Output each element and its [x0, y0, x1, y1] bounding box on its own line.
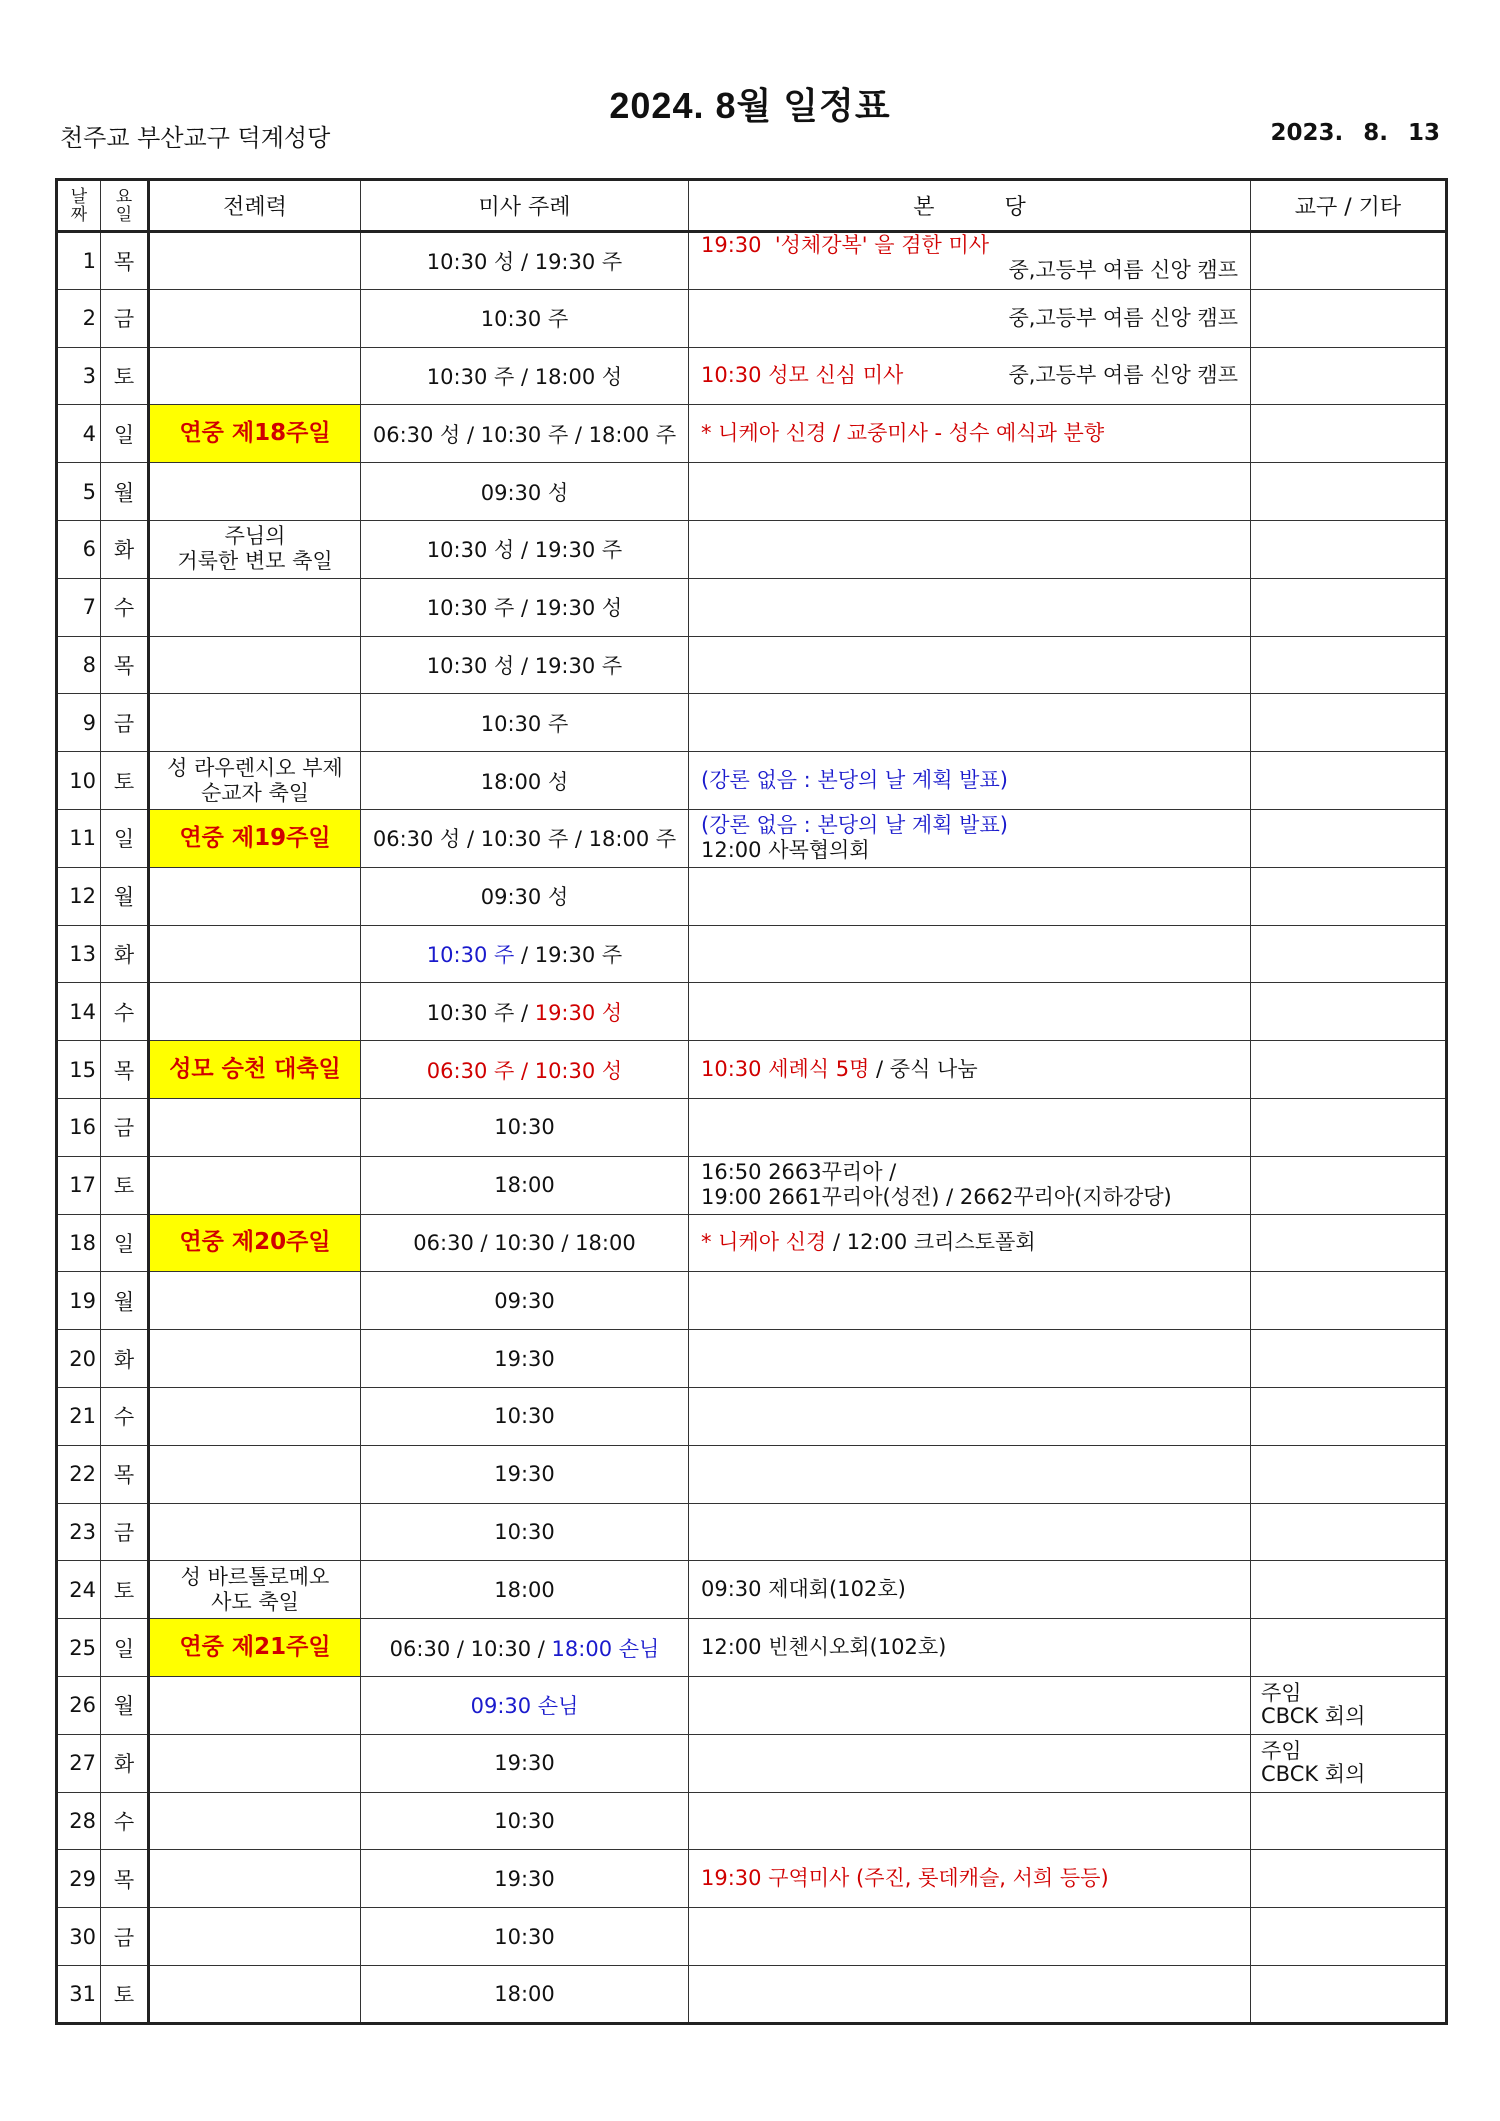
mass-cell — [361, 1214, 689, 1272]
parish-event-cell — [689, 1156, 1251, 1214]
table-row — [57, 1734, 1447, 1792]
mass-text: 10:30 — [494, 1924, 555, 1949]
mass-cell — [361, 1156, 689, 1214]
mass-text: 10:30 주 — [480, 307, 569, 332]
mass-text: 10:30 — [494, 1519, 555, 1544]
event-text: 중,고등부 여름 신앙 캠프 — [1008, 363, 1238, 388]
event-text: 19:30 구역미사 (주진, 롯데캐슬, 서희 등등) — [701, 1866, 1109, 1891]
mass-text: 06:30 / 10:30 / — [389, 1636, 552, 1661]
parish-event-cell — [689, 289, 1251, 347]
day-cell: 28 — [57, 1792, 101, 1850]
col-header-etc: 교구 / 기타 — [1251, 180, 1447, 232]
weekday-cell: 금 — [101, 694, 149, 752]
day-cell: 19 — [57, 1272, 101, 1330]
diocese-cell — [1251, 1156, 1447, 1214]
diocese-cell — [1251, 1908, 1447, 1966]
table-row — [57, 1330, 1447, 1388]
mass-text: 19:30 — [494, 1346, 555, 1371]
diocese-text: 주임 — [1261, 1739, 1302, 1764]
event-text: * 니케아 신경 — [701, 1230, 827, 1255]
weekday-cell: 금 — [101, 1098, 149, 1156]
table-row — [57, 1214, 1447, 1272]
table-row — [57, 1272, 1447, 1330]
liturgy-cell — [149, 636, 361, 694]
liturgy-cell: 연중 제21주일 — [149, 1619, 361, 1677]
liturgy-cell — [149, 1676, 361, 1734]
parish-event-cell — [689, 1561, 1251, 1619]
mass-text: 10:30 — [494, 1808, 555, 1833]
day-cell: 16 — [57, 1098, 101, 1156]
diocese-cell — [1251, 752, 1447, 810]
parish-event-cell — [689, 405, 1251, 463]
liturgy-cell — [149, 232, 361, 290]
mass-text: 19:30 — [494, 1751, 555, 1776]
mass-cell — [361, 1965, 689, 2023]
liturgy-cell — [149, 1850, 361, 1908]
mass-cell — [361, 1098, 689, 1156]
table-row — [57, 1619, 1447, 1677]
event-text: 09:30 제대회(102호) — [701, 1577, 906, 1602]
header-row — [57, 180, 1447, 232]
mass-cell — [361, 289, 689, 347]
mass-text: 10:30 성 / 19:30 주 — [426, 653, 623, 678]
diocese-cell — [1251, 1619, 1447, 1677]
table-row — [57, 1387, 1447, 1445]
weekday-cell: 화 — [101, 1330, 149, 1388]
diocese-cell — [1251, 1214, 1447, 1272]
mass-text: 18:00 — [494, 1981, 555, 2006]
liturgy-cell — [149, 983, 361, 1041]
weekday-cell: 월 — [101, 1676, 149, 1734]
parish-event-cell — [689, 463, 1251, 521]
parish-event-cell — [689, 232, 1251, 290]
day-cell: 24 — [57, 1561, 101, 1619]
day-cell: 9 — [57, 694, 101, 752]
liturgy-cell — [149, 1908, 361, 1966]
liturgy-cell — [149, 867, 361, 925]
mass-text: 09:30 성 — [480, 885, 569, 910]
liturgy-cell — [149, 694, 361, 752]
mass-cell — [361, 694, 689, 752]
diocese-cell — [1251, 809, 1447, 867]
parish-event-cell — [689, 1850, 1251, 1908]
event-text: 19:00 2661꾸리아(성전) / 2662꾸리아(지하강당) — [701, 1185, 1172, 1210]
parish-event-cell — [689, 983, 1251, 1041]
parish-event-cell — [689, 1041, 1251, 1099]
weekday-cell: 토 — [101, 1965, 149, 2023]
weekday-cell: 토 — [101, 1156, 149, 1214]
weekday-cell: 토 — [101, 1561, 149, 1619]
parish-event-cell — [689, 752, 1251, 810]
mass-text: 10:30 성 / 19:30 주 — [426, 538, 623, 563]
diocese-cell — [1251, 925, 1447, 983]
event-text: 16:50 2663꾸리아 / — [701, 1160, 897, 1185]
table-row — [57, 925, 1447, 983]
day-cell: 6 — [57, 520, 101, 578]
event-text: 10:30 성모 신심 미사 — [701, 363, 904, 388]
day-cell: 13 — [57, 925, 101, 983]
liturgy-cell — [149, 1387, 361, 1445]
day-cell: 27 — [57, 1734, 101, 1792]
table-row — [57, 809, 1447, 867]
event-text: * 니케아 신경 / 교중미사 - 성수 예식과 분향 — [701, 421, 1105, 446]
liturgy-cell — [149, 463, 361, 521]
mass-text: 10:30 주 / 18:00 성 — [426, 364, 623, 389]
event-text: / 12:00 크리스토폴회 — [826, 1230, 1036, 1255]
diocese-text: CBCK 회의 — [1261, 1704, 1366, 1729]
parish-event-cell — [689, 520, 1251, 578]
table-row — [57, 1561, 1447, 1619]
table-row — [57, 1908, 1447, 1966]
mass-text: 18:00 손님 — [551, 1636, 660, 1661]
diocese-cell — [1251, 405, 1447, 463]
mass-text: 06:30 주 / 10:30 성 — [426, 1058, 623, 1083]
mass-cell — [361, 1041, 689, 1099]
weekday-cell: 목 — [101, 1850, 149, 1908]
parish-event-cell — [689, 694, 1251, 752]
day-cell: 2 — [57, 289, 101, 347]
weekday-cell: 수 — [101, 1387, 149, 1445]
weekday-cell: 화 — [101, 1734, 149, 1792]
diocese-text: 주임 — [1261, 1681, 1302, 1706]
parish-event-cell — [689, 1676, 1251, 1734]
mass-cell — [361, 1908, 689, 1966]
parish-event-cell — [689, 1330, 1251, 1388]
mass-text: / 19:30 주 — [514, 942, 623, 967]
mass-cell — [361, 1330, 689, 1388]
mass-cell — [361, 1676, 689, 1734]
mass-text: 10:30 — [494, 1115, 555, 1140]
weekday-cell: 수 — [101, 1792, 149, 1850]
event-text: (강론 없음 : 본당의 날 계획 발표) — [701, 768, 1008, 793]
diocese-cell — [1251, 1330, 1447, 1388]
event-text: 19:30 '성체강복' 을 겸한 미사 — [701, 232, 990, 257]
weekday-cell: 일 — [101, 1619, 149, 1677]
table-row — [57, 1156, 1447, 1214]
mass-cell — [361, 347, 689, 405]
mass-cell — [361, 983, 689, 1041]
parish-event-cell — [689, 1619, 1251, 1677]
day-cell: 20 — [57, 1330, 101, 1388]
weekday-cell: 월 — [101, 867, 149, 925]
mass-cell — [361, 636, 689, 694]
weekday-cell: 월 — [101, 463, 149, 521]
diocese-cell — [1251, 289, 1447, 347]
parish-event-cell — [689, 578, 1251, 636]
table-row — [57, 636, 1447, 694]
col-header-mass: 미사 주례 — [361, 180, 689, 232]
table-row — [57, 405, 1447, 463]
parish-event-cell — [689, 1272, 1251, 1330]
day-cell: 22 — [57, 1445, 101, 1503]
parish-event-cell — [689, 1908, 1251, 1966]
diocese-cell — [1251, 636, 1447, 694]
weekday-cell: 목 — [101, 232, 149, 290]
table-row — [57, 752, 1447, 810]
mass-text: 10:30 주 / — [426, 1000, 535, 1025]
mass-text: 10:30 주 — [426, 942, 515, 967]
table-row — [57, 232, 1447, 290]
event-text: 12:00 빈첸시오회(102호) — [701, 1635, 947, 1660]
mass-cell — [361, 1619, 689, 1677]
liturgy-cell — [149, 925, 361, 983]
mass-text: 10:30 성 / 19:30 주 — [426, 249, 623, 274]
mass-text: 06:30 / 10:30 / 18:00 — [413, 1230, 636, 1255]
table-row — [57, 867, 1447, 925]
day-cell: 18 — [57, 1214, 101, 1272]
mass-cell — [361, 232, 689, 290]
mass-text: 19:30 성 — [534, 1000, 623, 1025]
day-cell: 3 — [57, 347, 101, 405]
parish-event-cell — [689, 867, 1251, 925]
event-text: 12:00 사목협의회 — [701, 838, 870, 863]
liturgy-cell — [149, 1330, 361, 1388]
parish-event-cell — [689, 1387, 1251, 1445]
col-header-liturgy: 전례력 — [149, 180, 361, 232]
diocese-cell — [1251, 1734, 1447, 1792]
day-cell: 10 — [57, 752, 101, 810]
table-row — [57, 1676, 1447, 1734]
parish-event-cell — [689, 1965, 1251, 2023]
mass-text: 10:30 주 — [480, 711, 569, 736]
weekday-cell: 화 — [101, 925, 149, 983]
day-cell: 23 — [57, 1503, 101, 1561]
event-text: 중,고등부 여름 신앙 캠프 — [1008, 257, 1238, 282]
day-cell: 31 — [57, 1965, 101, 2023]
parish-event-cell — [689, 347, 1251, 405]
diocese-cell — [1251, 1041, 1447, 1099]
diocese-cell — [1251, 1272, 1447, 1330]
parish-event-cell — [689, 1098, 1251, 1156]
col-header-main: 본 당 — [689, 180, 1251, 232]
diocese-cell — [1251, 1561, 1447, 1619]
mass-cell — [361, 867, 689, 925]
day-cell: 17 — [57, 1156, 101, 1214]
day-cell: 7 — [57, 578, 101, 636]
parish-event-cell — [689, 925, 1251, 983]
weekday-cell: 월 — [101, 1272, 149, 1330]
table-row — [57, 1792, 1447, 1850]
mass-text: 09:30 — [494, 1288, 555, 1313]
day-cell: 4 — [57, 405, 101, 463]
day-cell: 29 — [57, 1850, 101, 1908]
mass-cell — [361, 752, 689, 810]
parish-event-cell — [689, 1214, 1251, 1272]
day-cell: 25 — [57, 1619, 101, 1677]
table-row — [57, 347, 1447, 405]
diocese-cell — [1251, 694, 1447, 752]
day-cell: 8 — [57, 636, 101, 694]
day-cell: 12 — [57, 867, 101, 925]
liturgy-cell — [149, 289, 361, 347]
diocese-cell — [1251, 1503, 1447, 1561]
day-cell: 15 — [57, 1041, 101, 1099]
mass-cell — [361, 1445, 689, 1503]
issue-date: 2023. 8. 13 — [1270, 120, 1440, 146]
mass-text: 19:30 — [494, 1462, 555, 1487]
weekday-cell: 금 — [101, 1908, 149, 1966]
page-title: 2024. 8월 일정표 — [609, 85, 891, 126]
mass-text: 09:30 손님 — [470, 1694, 579, 1719]
col-header-day: 날 짜 — [57, 180, 101, 232]
weekday-cell: 금 — [101, 1503, 149, 1561]
mass-cell — [361, 520, 689, 578]
mass-cell — [361, 1272, 689, 1330]
event-text: 중,고등부 여름 신앙 캠프 — [1008, 305, 1238, 330]
day-cell: 11 — [57, 809, 101, 867]
diocese-cell — [1251, 1676, 1447, 1734]
table-row — [57, 983, 1447, 1041]
liturgy-cell — [149, 1445, 361, 1503]
mass-cell — [361, 1792, 689, 1850]
table-row — [57, 1503, 1447, 1561]
event-text: 10:30 세례식 5명 — [701, 1057, 870, 1082]
diocese-cell — [1251, 1850, 1447, 1908]
day-cell: 30 — [57, 1908, 101, 1966]
parish-event-cell — [689, 1445, 1251, 1503]
mass-text: 10:30 — [494, 1404, 555, 1429]
liturgy-cell: 성모 승천 대축일 — [149, 1041, 361, 1099]
mass-cell — [361, 578, 689, 636]
diocese-cell — [1251, 867, 1447, 925]
mass-text: 09:30 성 — [480, 480, 569, 505]
mass-cell — [361, 1734, 689, 1792]
mass-cell — [361, 1850, 689, 1908]
mass-text: 18:00 — [494, 1577, 555, 1602]
weekday-cell: 토 — [101, 752, 149, 810]
diocese-cell — [1251, 1792, 1447, 1850]
diocese-cell — [1251, 1387, 1447, 1445]
mass-text: 06:30 성 / 10:30 주 / 18:00 주 — [372, 827, 677, 852]
church-name: 천주교 부산교구 덕계성당 — [60, 124, 331, 152]
weekday-cell: 목 — [101, 1445, 149, 1503]
table-row — [57, 578, 1447, 636]
parish-event-cell — [689, 1792, 1251, 1850]
diocese-cell — [1251, 1098, 1447, 1156]
weekday-cell: 수 — [101, 983, 149, 1041]
diocese-cell — [1251, 578, 1447, 636]
liturgy-cell — [149, 578, 361, 636]
table-row — [57, 1965, 1447, 2023]
mass-text: 10:30 주 / 19:30 성 — [426, 596, 623, 621]
liturgy-cell: 연중 제20주일 — [149, 1214, 361, 1272]
weekday-cell: 목 — [101, 1041, 149, 1099]
liturgy-cell: 연중 제18주일 — [149, 405, 361, 463]
weekday-cell: 토 — [101, 347, 149, 405]
liturgy-cell — [149, 1098, 361, 1156]
parish-event-cell — [689, 1734, 1251, 1792]
weekday-cell: 화 — [101, 520, 149, 578]
mass-cell — [361, 463, 689, 521]
day-cell: 21 — [57, 1387, 101, 1445]
weekday-cell: 수 — [101, 578, 149, 636]
diocese-cell — [1251, 463, 1447, 521]
liturgy-cell — [149, 1734, 361, 1792]
liturgy-cell: 주님의 거룩한 변모 축일 — [149, 520, 361, 578]
mass-cell — [361, 925, 689, 983]
weekday-cell: 목 — [101, 636, 149, 694]
table-row — [57, 520, 1447, 578]
day-cell: 14 — [57, 983, 101, 1041]
liturgy-cell — [149, 1156, 361, 1214]
mass-text: 18:00 성 — [480, 769, 569, 794]
schedule-table — [55, 178, 1448, 2025]
diocese-cell — [1251, 347, 1447, 405]
diocese-cell — [1251, 983, 1447, 1041]
table-row — [57, 1445, 1447, 1503]
parish-event-cell — [689, 636, 1251, 694]
table-row — [57, 1041, 1447, 1099]
liturgy-cell — [149, 1792, 361, 1850]
table-row — [57, 1098, 1447, 1156]
liturgy-cell: 성 라우렌시오 부제 순교자 축일 — [149, 752, 361, 810]
mass-cell — [361, 1387, 689, 1445]
day-cell: 5 — [57, 463, 101, 521]
mass-text: 19:30 — [494, 1866, 555, 1891]
parish-event-cell — [689, 809, 1251, 867]
col-header-weekday: 요 일 — [101, 180, 149, 232]
mass-cell — [361, 809, 689, 867]
liturgy-cell — [149, 1503, 361, 1561]
diocese-cell — [1251, 520, 1447, 578]
mass-cell — [361, 1503, 689, 1561]
liturgy-cell — [149, 347, 361, 405]
diocese-text: CBCK 회의 — [1261, 1762, 1366, 1787]
day-cell: 1 — [57, 232, 101, 290]
liturgy-cell — [149, 1272, 361, 1330]
liturgy-cell: 성 바르톨로메오 사도 축일 — [149, 1561, 361, 1619]
weekday-cell: 금 — [101, 289, 149, 347]
diocese-cell — [1251, 1445, 1447, 1503]
mass-cell — [361, 405, 689, 463]
day-cell: 26 — [57, 1676, 101, 1734]
mass-cell — [361, 1561, 689, 1619]
event-text: (강론 없음 : 본당의 날 계획 발표) — [701, 813, 1008, 838]
table-row — [57, 1850, 1447, 1908]
diocese-cell — [1251, 232, 1447, 290]
parish-event-cell — [689, 1503, 1251, 1561]
table-row — [57, 463, 1447, 521]
mass-text: 06:30 성 / 10:30 주 / 18:00 주 — [372, 422, 677, 447]
liturgy-cell — [149, 1965, 361, 2023]
weekday-cell: 일 — [101, 809, 149, 867]
mass-text: 18:00 — [494, 1173, 555, 1198]
table-row — [57, 694, 1447, 752]
table-row — [57, 289, 1447, 347]
weekday-cell: 일 — [101, 1214, 149, 1272]
weekday-cell: 일 — [101, 405, 149, 463]
liturgy-cell: 연중 제19주일 — [149, 809, 361, 867]
event-text: / 중식 나눔 — [869, 1057, 978, 1082]
diocese-cell — [1251, 1965, 1447, 2023]
